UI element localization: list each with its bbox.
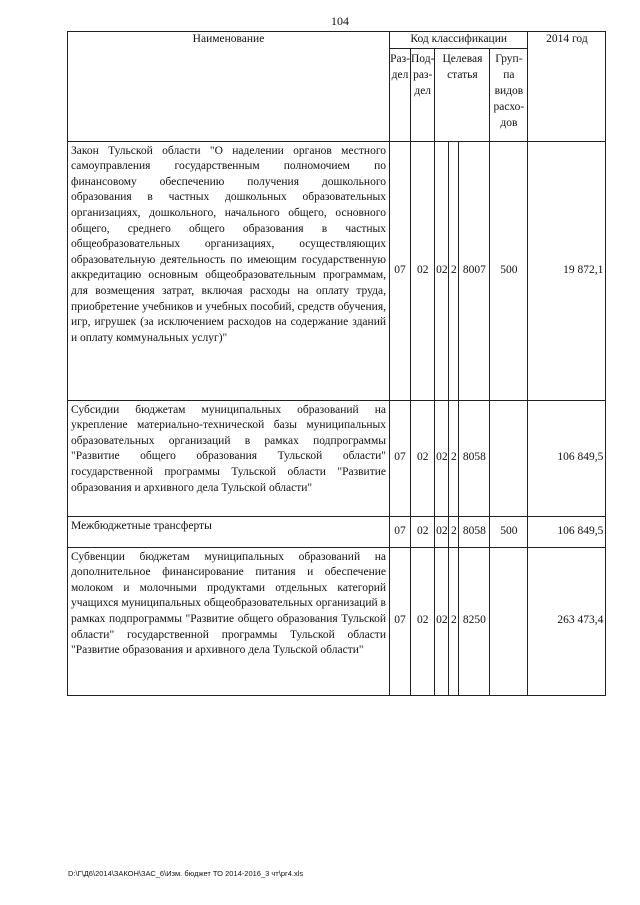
row-name: Субвенции бюджетам муниципальных образований на дополнительное финансирование питания и обеспечение молоком и молочными продуктами отдельных категорий учащихся муниципальных общеобразовательных организаций в рамках подпрограммы "Развитие общего образования Тульской области" государственной программы Тульской области "Развитие образования и архивного дела Тульской области" (68, 547, 390, 695)
header-subsection: Под- раз- дел (411, 48, 435, 141)
row-target-code: 8007 (459, 141, 490, 400)
row-target-subprogram: 2 (449, 547, 459, 695)
page-number: 104 (331, 14, 349, 28)
row-amount: 263 473,4 (528, 547, 606, 695)
row-section: 07 (390, 547, 411, 695)
table-row (68, 547, 606, 695)
row-subsection: 02 (411, 141, 435, 400)
row-expense-group: 500 (490, 141, 528, 400)
table-row (68, 516, 606, 547)
row-name: Межбюджетные трансферты (68, 516, 390, 547)
row-target-code: 8250 (459, 547, 490, 695)
row-subsection: 02 (411, 400, 435, 516)
row-name: Субсидии бюджетам муниципальных образований на укрепление материально-технической базы муниципальных образовательных организаций в рамках подпрограммы "Развитие общего образования Тульской области" государственной программы Тульской области "Развитие образования и архивного дела Тульской области" (68, 400, 390, 516)
row-subsection: 02 (411, 547, 435, 695)
row-target-subprogram: 2 (449, 516, 459, 547)
row-target-program: 02 (435, 547, 449, 695)
header-classification: Код классификации (390, 32, 528, 49)
row-amount: 106 849,5 (528, 516, 606, 547)
row-name: Закон Тульской области "О наделении органов местного самоуправления государственным полномочием по финансовому обеспечению получения дошкольного образования в частных дошкольных образовательных организациях, дошкольного, начального общего, основного общего, среднего общего образования в частных общеобразовательных организациях, осуществляющих образовательную деятельность по имеющим государственную аккредитацию основным общеобразовательным программам, для возмещения затрат, включая расходы на оплату труда, приобретение учебников и учебных пособий, средств обучения, игр, игрушек (за исключением расходов на содержание зданий и оплату коммунальных услуг)" (68, 141, 390, 400)
table-row (68, 400, 606, 516)
header-year: 2014 год (528, 32, 606, 142)
row-target-program: 02 (435, 400, 449, 516)
row-amount: 106 849,5 (528, 400, 606, 516)
header-target-article: Целевая статья (435, 48, 490, 141)
row-target-code: 8058 (459, 516, 490, 547)
row-subsection: 02 (411, 516, 435, 547)
budget-table (67, 31, 606, 696)
row-section: 07 (390, 141, 411, 400)
row-section: 07 (390, 400, 411, 516)
row-target-code: 8058 (459, 400, 490, 516)
header-name: Наименование (68, 32, 390, 142)
header-expense-group: Груп- па видов расхо- дов (490, 48, 528, 141)
row-expense-group (490, 547, 528, 695)
header-section: Раз- дел (390, 48, 411, 141)
row-target-subprogram: 2 (449, 141, 459, 400)
row-expense-group: 500 (490, 516, 528, 547)
row-target-subprogram: 2 (449, 400, 459, 516)
row-target-program: 02 (435, 516, 449, 547)
row-amount: 19 872,1 (528, 141, 606, 400)
table-row (68, 141, 606, 400)
row-target-program: 02 (435, 141, 449, 400)
row-section: 07 (390, 516, 411, 547)
row-expense-group (490, 400, 528, 516)
file-path-footer: D:\Г\Д6\2014\ЗАКОН\ЗАС_6\Изм. бюджет ТО 2014-2016_3 чт\рг4.xls (68, 869, 304, 878)
